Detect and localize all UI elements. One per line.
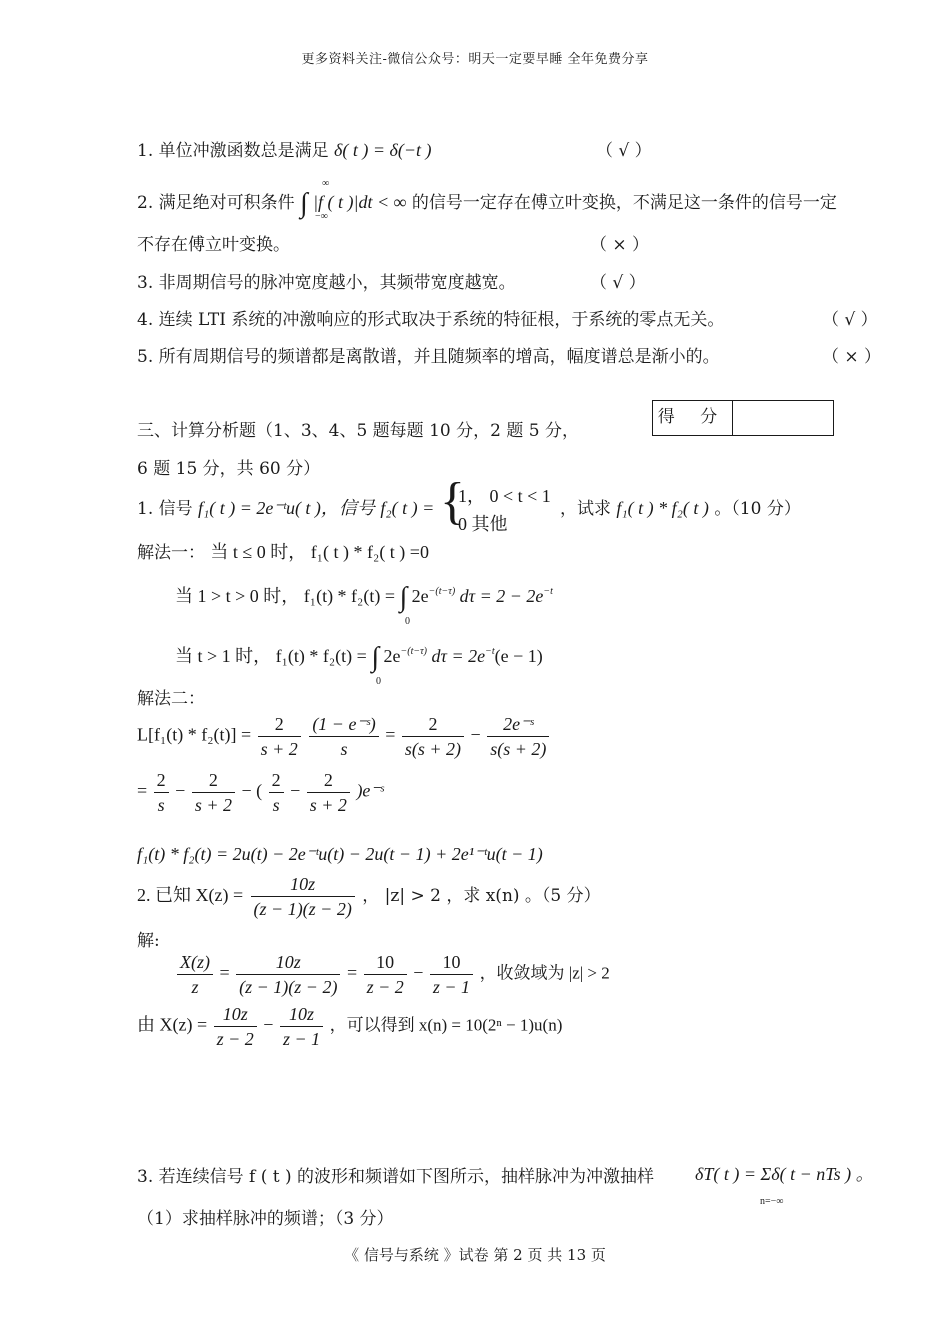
minus-sign: − xyxy=(290,780,301,801)
p3-text: 3. 若连续信号 f ( t ) 的波形和频谱如下图所示，抽样脉冲为冲激抽样 xyxy=(137,1167,655,1187)
p1-sol1-l3a: 当 t > 1 时， f₁(t) * f₂(t) = xyxy=(175,646,367,666)
judge-q1-mark: （ √ ） xyxy=(596,141,652,161)
equals-sign: = xyxy=(385,724,396,745)
p1-sol1 xyxy=(137,538,429,564)
p1-sol1-l2c: −(t−τ) xyxy=(428,586,456,597)
fraction: $\frac{2}{s + 2}$ xyxy=(192,768,235,817)
p1-sol1-l2a: 当 1 > t > 0 时， f₁(t) * f₂(t) = xyxy=(175,586,395,606)
equals-sign: = xyxy=(219,962,230,983)
judge-q5: 5. 所有周期信号的频谱都是离散谱，并且随频率的增高，幅度谱总是渐小的。 xyxy=(137,347,720,367)
judge-q2-text-c: 不存在傅立叶变换。 xyxy=(137,235,290,255)
judge-q4-mark: （ √ ） xyxy=(822,310,878,330)
section3-title-line1: 三、计算分析题（1、3、4、5 题每题 10 分，2 题 5 分， xyxy=(137,421,579,441)
p1-case2: 0 其他 xyxy=(458,514,508,534)
p1-sol1-l3e: −t xyxy=(485,646,495,657)
fraction: $\frac{10}{z - 1}$ xyxy=(430,950,473,999)
p3-sub1: （1）求抽样脉冲的频谱；（3 分） xyxy=(137,1209,394,1229)
judge-q2-text-b: 的信号一定存在傅立叶变换，不满足这一条件的信号一定 xyxy=(411,193,837,213)
paren-close-exp: )e⁻ˢ xyxy=(356,780,384,801)
judge-q2-text-a: 2. 满足绝对可积条件 xyxy=(137,193,295,213)
section3-title-line2: 6 题 15 分，共 60 分） xyxy=(137,459,321,479)
p1-laplace-line2 xyxy=(137,768,384,817)
fraction: $\frac{\text{(1 − e⁻ˢ)}}{s}$ xyxy=(309,712,378,761)
fraction: $\frac{10z}{(z - 1)(z - 2)}$ xyxy=(236,950,340,999)
p3-formula: δT( t ) = Σδ( t − nTs ) 。 xyxy=(695,1164,874,1184)
p1-sol2-label: 解法二： xyxy=(137,689,205,709)
fraction: $\frac{2}{s + 2}$ xyxy=(307,768,350,817)
minus-sign: − xyxy=(175,780,186,801)
p1-sol1-line1: 当 t ≤ 0 时， f₁( t ) * f₂( t ) =0 xyxy=(210,542,429,562)
judge-q3-mark: （ √ ） xyxy=(590,273,646,293)
p1-sol1-label: 解法一： xyxy=(137,543,205,563)
p1-case-brace: { xyxy=(440,473,465,530)
p1-int-lower-2: 0 xyxy=(376,676,381,687)
p1-ask-line xyxy=(560,494,801,519)
p1-sol1-l2d: dτ = 2 − 2e xyxy=(459,586,544,606)
judge-q1-formula: δ( t ) = δ(−t ) xyxy=(334,140,432,160)
judge-q3: 3. 非周期信号的脉冲宽度越小，其频带宽度越宽。 xyxy=(137,273,516,293)
p2-sol-line2 xyxy=(137,1002,562,1051)
judge-q1-text: 1. 单位冲激函数总是满足 xyxy=(137,141,329,161)
p2-roc: ，收敛域为 |z| > 2 xyxy=(479,963,610,983)
p2-l2-tail: ，可以得到 x(n) = 10(2ⁿ − 1)u(n) xyxy=(329,1015,563,1035)
judge-q1 xyxy=(137,136,432,161)
minus-sign: − xyxy=(263,1014,274,1035)
p1-laplace-line1 xyxy=(137,712,551,761)
fraction: $\frac{10z}{(z - 1)(z - 2)}$ xyxy=(251,872,355,921)
judge-q2-formula: |f ( t )|dt < ∞ xyxy=(313,192,407,212)
p1-sol1-line3 xyxy=(175,638,543,673)
integral-sign: ∫ xyxy=(300,188,308,219)
integral-lower-limit: −∞ xyxy=(315,211,328,222)
p2-line xyxy=(137,872,601,921)
judge-q2-mark: （ × ） xyxy=(590,235,650,255)
p1-f2: f₂( t ) = xyxy=(380,498,435,518)
p1-sol1-l3b: 2e xyxy=(383,646,401,666)
p1-ask: ，试求 xyxy=(560,499,611,519)
integral-sign: ∫ xyxy=(399,582,408,613)
p1-sol1-line2 xyxy=(175,578,553,613)
p2-l2-lead: 由 X(z) = xyxy=(137,1014,208,1035)
page-header: 更多资料关注-微信公众号：明天一定要早睡 全年免费分享 xyxy=(301,52,649,67)
p1-lap-lhs: L[f₁(t) * f₂(t)] = xyxy=(137,724,252,745)
p1-ask-tail: 。（10 分） xyxy=(714,499,801,519)
p2-sol-line1 xyxy=(175,950,610,999)
integral-sign: ∫ xyxy=(371,642,379,673)
fraction: $\frac{2}{s + 2}$ xyxy=(258,712,301,761)
fraction: $\frac{2}{s}$ xyxy=(269,768,284,817)
p1-case1: 1， 0 < t < 1 xyxy=(458,486,551,506)
score-value-field[interactable] xyxy=(733,401,833,435)
p1-line xyxy=(137,494,434,520)
minus-sign: − xyxy=(413,962,424,983)
equals-sign: = xyxy=(346,962,358,983)
p1-sol1-l3c: −(t−τ) xyxy=(400,646,428,657)
fraction: $\frac{2}{s(s + 2)}$ xyxy=(402,712,464,761)
judge-q5-mark: （ × ） xyxy=(822,347,882,367)
fraction: $\frac{10z}{z - 2}$ xyxy=(214,1002,257,1051)
fraction: $\frac{\text{2e⁻ˢ}}{s(s + 2)}$ xyxy=(487,712,549,761)
p2-tail: ， |z| > 2 ，求 x(n) 。（5 分） xyxy=(362,886,601,906)
p1-sol1-l3d: dτ = 2e xyxy=(431,646,486,666)
fraction: $\frac{10}{z - 2}$ xyxy=(364,950,407,999)
p1-sol1-l2b: 2e xyxy=(411,586,429,606)
p1-sol1-l3f: (e − 1) xyxy=(494,646,543,666)
paren-open: − ( xyxy=(241,780,263,801)
fraction: $\frac{10z}{z - 1}$ xyxy=(280,1002,323,1051)
judge-q4: 4. 连续 LTI 系统的冲激响应的形式取决于系统的特征根，于系统的零点无关。 xyxy=(137,310,725,330)
p1-ask-expr: f₁( t ) * f₂( t ) xyxy=(616,498,709,518)
p1-result: f₁(t) * f₂(t) = 2u(t) − 2e⁻ᵗu(t) − 2u(t − 1) + 2e¹⁻ᵗu(t − 1) xyxy=(137,844,543,864)
fraction: $\frac{X(z)}{z}$ xyxy=(177,950,213,999)
p1-lead: 1. 信号 xyxy=(137,499,193,519)
score-label: 得 分 xyxy=(653,401,733,435)
p1-int-lower-1: 0 xyxy=(405,616,410,627)
p1-f1: f₁( t ) = 2e⁻ᵗu( t )，信号 xyxy=(198,498,375,518)
judge-q2 xyxy=(137,184,837,219)
page-footer: 《 信号与系统 》试卷 第 2 页 共 13 页 xyxy=(344,1246,606,1264)
p3-sum-lower: n=−∞ xyxy=(760,1196,784,1207)
p2-lead: 2. 已知 X(z) = xyxy=(137,885,244,905)
p1-sol1-l2e: −t xyxy=(543,586,553,597)
minus-sign: − xyxy=(470,724,481,745)
score-box xyxy=(652,400,834,436)
equals-sign: = xyxy=(137,780,148,801)
fraction: $\frac{2}{s}$ xyxy=(154,768,169,817)
p2-sol-label: 解: xyxy=(137,931,160,951)
integral-upper-limit: ∞ xyxy=(322,178,330,189)
